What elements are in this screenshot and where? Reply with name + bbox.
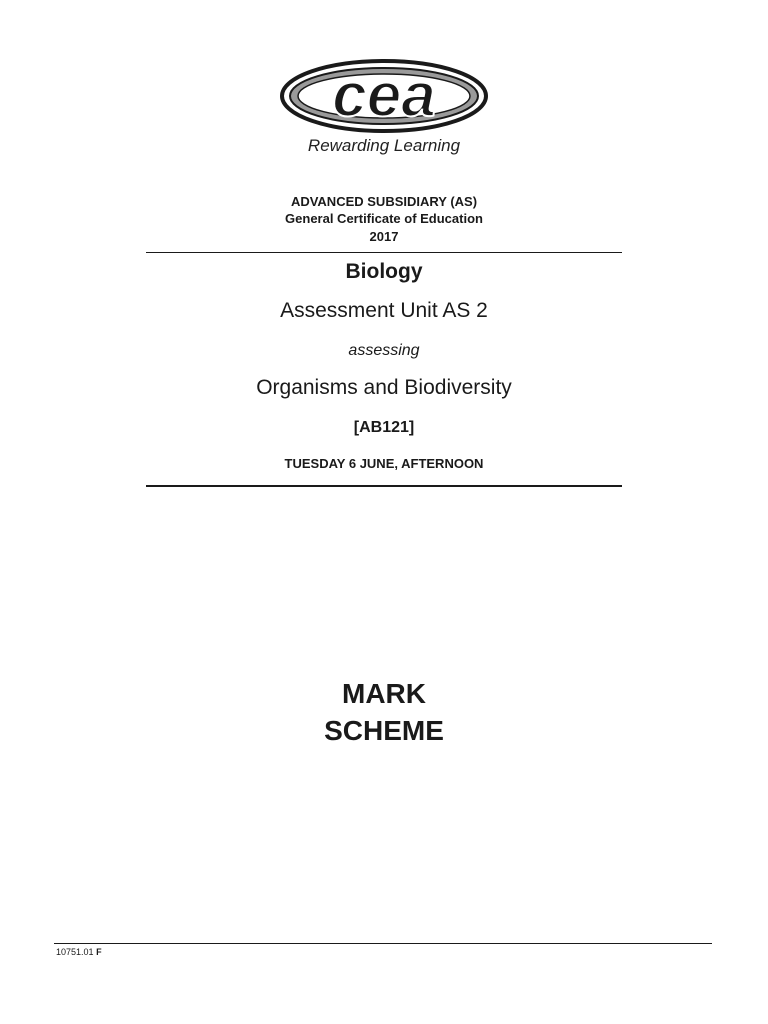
unit-topic: Organisms and Biodiversity	[256, 376, 512, 399]
assessment-unit: Assessment Unit AS 2	[280, 299, 488, 322]
cea-logo-graphic	[278, 58, 490, 138]
footer-divider	[54, 943, 712, 944]
bottom-divider	[146, 485, 622, 487]
cea-logo	[278, 58, 490, 138]
assessing-label: assessing	[348, 342, 420, 359]
tagline: Rewarding Learning	[307, 136, 461, 155]
top-divider	[146, 252, 622, 253]
footer-reference	[56, 947, 102, 957]
exam-year: 2017	[369, 229, 399, 244]
exam-date: TUESDAY 6 JUNE, AFTERNOON	[284, 456, 484, 471]
document-type-line1: MARK	[342, 678, 426, 709]
certificate-name: General Certificate of Education	[285, 211, 483, 226]
subject-title: Biology	[345, 260, 423, 283]
qualification-level: ADVANCED SUBSIDIARY (AS)	[290, 194, 478, 209]
footer-code-suffix: F	[96, 947, 102, 957]
footer-code-number: 10751.01	[56, 947, 94, 957]
paper-code: [AB121]	[353, 419, 415, 436]
document-type-line2: SCHEME	[324, 715, 444, 746]
logo-lettering: cea	[332, 61, 436, 130]
